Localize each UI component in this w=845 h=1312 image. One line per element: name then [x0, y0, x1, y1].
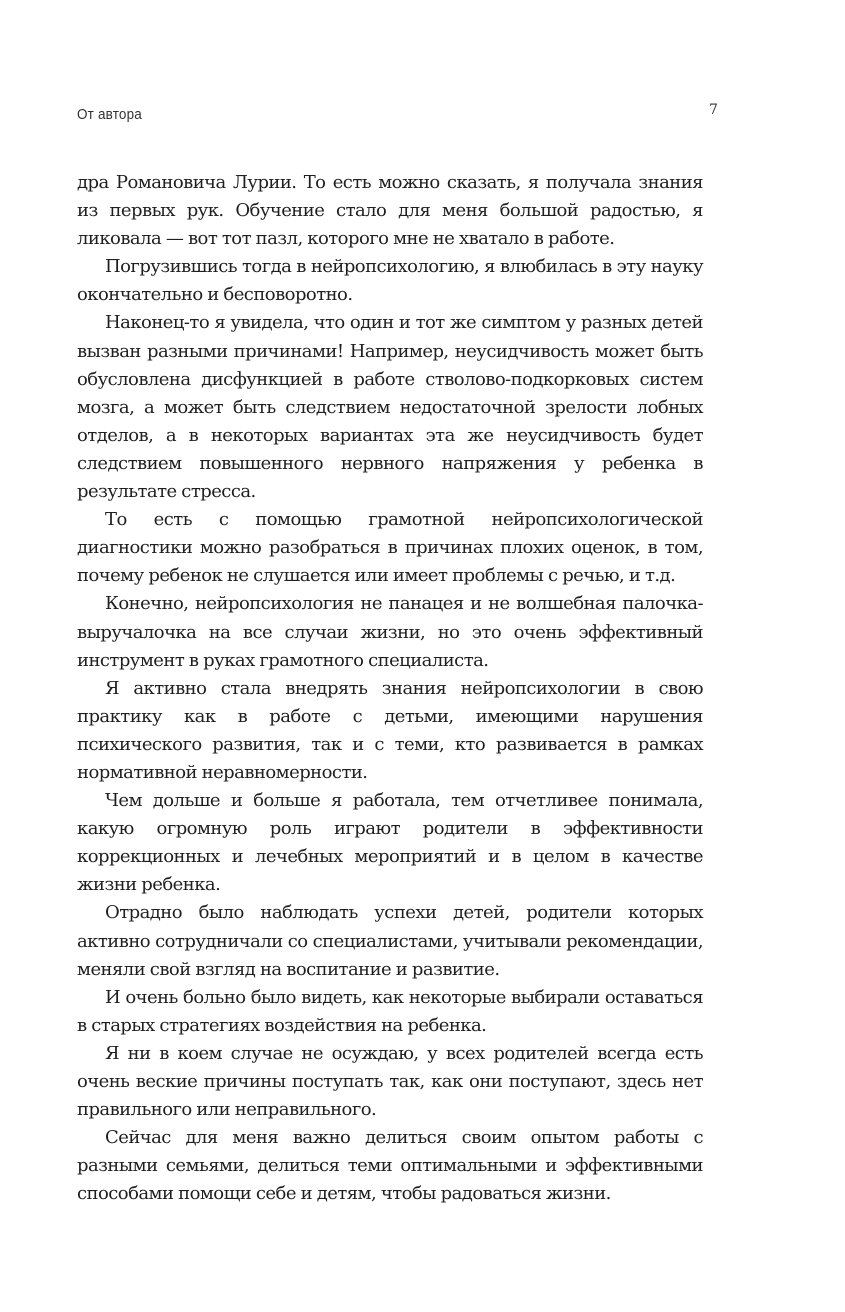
paragraph: дра Романовича Лурии. То есть можно сказать, я получала знания из первых рук. Обучение стало для меня большой радостью, я ликовала — вот тот пазл, которого мне не хватало в работе.	[77, 172, 703, 250]
body-text	[77, 169, 703, 1208]
paragraph: Я ни в коем случае не осуждаю, у всех родителей всегда есть очень веские причины поступать так, как они поступают, здесь нет правильного или неправильного.	[77, 1042, 703, 1121]
page-number: 7	[709, 102, 718, 118]
paragraph: Конечно, нейропсихология не панацея и не волшебная палочка-выручалочка на все случаи жизни, но это очень эффективный инструмент в руках грамотного специалиста.	[77, 593, 703, 671]
paragraph: Чем дольше и больше я работала, тем отчетливее понимала, какую огромную роль играют родители в эффективности коррекционных и лечебных мероприятий и в целом в качестве жизни ребенка.	[77, 790, 703, 896]
paragraph: И очень больно было видеть, как некоторые выбирали оставаться в старых стратегиях воздействия на ребенка.	[77, 986, 703, 1036]
paragraph: Наконец-то я увидела, что один и тот же симптом у разных детей вызван разными причинами! Например, неусидчивость может быть обусловлена дисфункцией в работе стволово-подкорковых систем мозга, а может быть следствием недостаточной зрелости лобных отделов, а в некоторых вариантах эта же неусидчивость будет следствием повышенного нервного напряжения у ребенка в результате стресса.	[77, 312, 703, 503]
paragraph: Я активно стала внедрять знания нейропсихологии в свою практику как в работе с детьми, имеющими нарушения психического развития, так и с теми, кто развивается в рамках нормативной неравномерности.	[77, 677, 703, 783]
paragraph: Отрадно было наблюдать успехи детей, родители которых активно сотрудничали со специалистами, учитывали рекомендации, меняли свой взгляд на воспитание и развитие.	[77, 902, 703, 980]
paragraph: Погрузившись тогда в нейропсихологию, я влюбилась в эту науку окончательно и бесповоротно.	[77, 256, 703, 306]
paragraph: То есть с помощью грамотной нейропсихологической диагностики можно разобраться в причинах плохих оценок, в том, почему ребенок не слушается или имеет проблемы с речью, и т.д.	[77, 509, 703, 587]
paragraph: Сейчас для меня важно делиться своим опытом работы с разными семьями, делиться теми оптимальными и эффективными способами помощи себе и детям, чтобы радоваться жизни.	[77, 1127, 703, 1205]
running-head: От автора	[77, 106, 142, 123]
